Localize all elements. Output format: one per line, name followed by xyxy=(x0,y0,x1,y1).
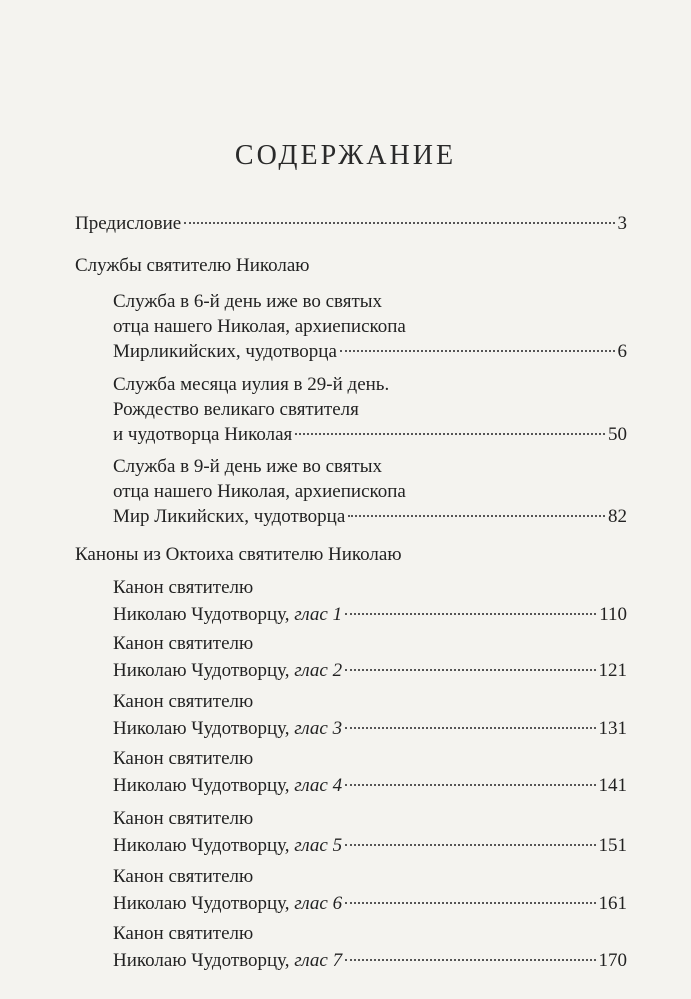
toc-entry-line: отца нашего Николая, архиепископа xyxy=(113,481,406,502)
section-heading: Каноны из Октоиха святителю Николаю xyxy=(75,544,402,565)
leader-dots xyxy=(340,350,615,352)
toc-label: Предисловие xyxy=(75,213,182,234)
toc-page-number: 161 xyxy=(598,893,627,914)
toc-page-number: 3 xyxy=(617,213,627,234)
leader-dots xyxy=(295,433,605,435)
toc-entry xyxy=(113,503,627,531)
toc-page-number: 82 xyxy=(608,506,627,527)
toc-entry-line: отца нашего Николая, архиепископа xyxy=(113,316,406,337)
toc-entry xyxy=(113,715,627,743)
toc-entry xyxy=(113,421,627,449)
toc-entry-line: Служба в 9-й день иже во святых xyxy=(113,456,383,477)
toc-label: Николаю Чудотворцу, глас 2 xyxy=(113,660,343,681)
leader-dots xyxy=(345,959,595,961)
toc-entry-preface xyxy=(75,210,627,238)
toc-label: Николаю Чудотворцу, глас 6 xyxy=(113,893,343,914)
toc-page-number: 131 xyxy=(598,718,627,739)
leader-dots xyxy=(345,613,596,615)
leader-dots xyxy=(345,902,595,904)
tone-label: глас 7 xyxy=(294,950,343,971)
tone-label: глас 1 xyxy=(294,604,343,625)
toc-entry-line: Канон святителю xyxy=(113,691,254,712)
toc-entry xyxy=(113,947,627,975)
toc-entry-line: Служба в 6-й день иже во святых xyxy=(113,291,383,312)
toc-entry-line: Канон святителю xyxy=(113,633,254,654)
toc-entry-line: Канон святителю xyxy=(113,923,254,944)
leader-dots xyxy=(184,222,614,224)
toc-entry-line: Рождество великаго святителя xyxy=(113,399,359,420)
toc-page-number: 141 xyxy=(598,775,627,796)
tone-label: глас 3 xyxy=(294,718,343,739)
tone-label: глас 6 xyxy=(294,893,343,914)
toc-entry xyxy=(113,657,627,685)
leader-dots xyxy=(345,844,595,846)
toc-label: Мирликийских, чудотворца xyxy=(113,341,337,362)
toc-entry xyxy=(113,832,627,860)
toc-entry-line: Канон святителю xyxy=(113,577,254,598)
toc-page-number: 110 xyxy=(599,604,627,625)
toc-label: и чудотворца Николая xyxy=(113,424,293,445)
toc-page-number: 6 xyxy=(617,341,627,362)
tone-label: глас 2 xyxy=(294,660,343,681)
toc-entry xyxy=(113,338,627,366)
leader-dots xyxy=(348,515,605,517)
section-heading: Службы святителю Николаю xyxy=(75,255,310,276)
toc-entry xyxy=(113,890,627,918)
toc-label: Николаю Чудотворцу, глас 4 xyxy=(113,775,343,796)
tone-label: глас 4 xyxy=(294,775,343,796)
toc-entry-line: Канон святителю xyxy=(113,748,254,769)
toc-page-number: 151 xyxy=(598,835,627,856)
toc-entry xyxy=(113,601,627,629)
toc-label: Николаю Чудотворцу, глас 1 xyxy=(113,604,343,625)
toc-entry-line: Служба месяца иулия в 29-й день. xyxy=(113,374,390,395)
toc-page-number: 50 xyxy=(608,424,627,445)
toc-entry-line: Канон святителю xyxy=(113,808,254,829)
page-title: СОДЕРЖАНИЕ xyxy=(234,140,457,171)
leader-dots xyxy=(345,669,595,671)
toc-label: Николаю Чудотворцу, глас 5 xyxy=(113,835,343,856)
toc-label: Николаю Чудотворцу, глас 3 xyxy=(113,718,343,739)
toc-label: Николаю Чудотворцу, глас 7 xyxy=(113,950,343,971)
tone-label: глас 5 xyxy=(294,835,343,856)
toc-page-number: 170 xyxy=(598,950,627,971)
leader-dots xyxy=(345,727,595,729)
toc-label: Мир Ликийских, чудотворца xyxy=(113,506,346,527)
toc-entry xyxy=(113,772,627,800)
toc-page-number: 121 xyxy=(598,660,627,681)
leader-dots xyxy=(345,784,595,786)
toc-entry-line: Канон святителю xyxy=(113,866,254,887)
